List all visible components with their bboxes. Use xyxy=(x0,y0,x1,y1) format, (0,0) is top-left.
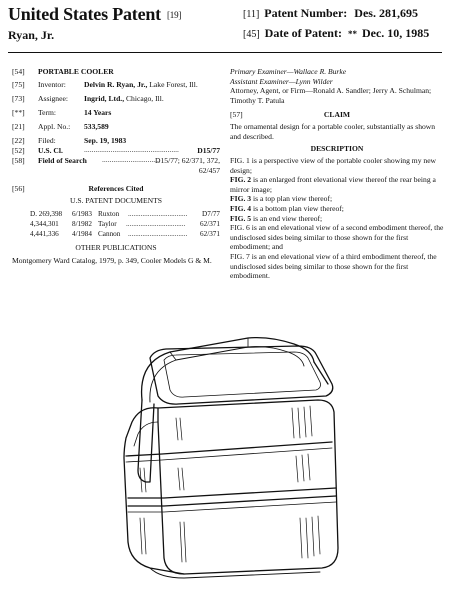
figure-description xyxy=(230,156,444,175)
patent-title xyxy=(8,4,181,25)
claim-text: The ornamental design for a portable cooler, substantially as shown and described. xyxy=(230,122,436,141)
field-code: [73] xyxy=(12,94,25,103)
description-title: DESCRIPTION xyxy=(310,144,364,153)
other-pubs-text: Montgomery Ward Catalog, 1979, p. 349, Cooler Models G & M. xyxy=(12,256,212,265)
ref-date: 8/1982 xyxy=(72,220,92,228)
patent-number-line xyxy=(243,6,418,21)
ref-class: 62/371 xyxy=(200,220,220,228)
title-code: [19] xyxy=(166,10,182,20)
field-label: Assignee: xyxy=(38,94,68,103)
field-value: D15/77; 62/371, 372, xyxy=(155,156,220,165)
field-code: [58] xyxy=(12,156,25,165)
claim-header xyxy=(230,110,444,120)
field-label: Filed: xyxy=(38,136,56,145)
field-value-bold: Ingrid, Ltd., xyxy=(84,94,125,103)
attorney: Attorney, Agent, or Firm—Ronald A. Sandler; Jerry A. Schulman; Timothy T. Patula xyxy=(230,86,432,105)
ref-class: 62/371 xyxy=(200,230,220,238)
ref-name: Cannon xyxy=(98,230,121,238)
figure-text: is an end elevational view of a second embodiment thereof, the undisclosed sides being similar to those shown for the first embodiment; and xyxy=(230,223,444,252)
ref-number: D. 269,398 xyxy=(30,210,63,218)
date-marker: ** xyxy=(347,29,357,39)
dot-leader: ................................. xyxy=(126,220,186,228)
figure-description xyxy=(230,223,444,252)
field-value-cont: 62/457 xyxy=(198,166,220,175)
figure-text: is a bottom plan view thereof; xyxy=(251,203,344,213)
design-title: PORTABLE COOLER xyxy=(38,67,114,76)
patent-number-label: Patent Number: xyxy=(264,6,348,20)
field-value xyxy=(84,80,220,90)
date-code: [45] xyxy=(243,29,260,40)
references-title: References Cited xyxy=(88,184,144,193)
patent-number-code: [11] xyxy=(243,9,260,20)
lower-band xyxy=(128,488,336,498)
date-line xyxy=(243,26,429,41)
ref-date: 6/1983 xyxy=(72,210,92,218)
field-label: U.S. Cl. xyxy=(38,146,63,155)
field-label: Inventor: xyxy=(38,80,66,89)
dot-leader: ................................. xyxy=(128,230,188,238)
figure-text: is an end elevational view of a third embodiment thereof, the undisclosed sides being similar to those shown for the first embodiment. xyxy=(230,251,437,281)
header-rule xyxy=(8,52,442,53)
ref-class: D7/77 xyxy=(202,210,220,218)
figure-text: is a perspective view of the portable cooler showing my new design; xyxy=(230,156,437,175)
figure-label: FIG. 7 xyxy=(230,251,250,261)
ref-number: 4,344,301 xyxy=(30,220,59,228)
field-code: [56] xyxy=(12,184,25,193)
field-value xyxy=(84,122,220,132)
patent-number: Des. 281,695 xyxy=(354,6,418,20)
field-value-rest: Lake Forest, Ill. xyxy=(147,80,198,89)
field-value-bold: 533,589 xyxy=(84,122,109,131)
figure-description xyxy=(230,204,444,214)
field-value xyxy=(84,108,220,118)
field-label: Field of Search xyxy=(38,156,87,165)
patent-title-text: United States Patent xyxy=(8,4,161,24)
patent-date: Dec. 10, 1985 xyxy=(361,26,430,40)
figure-label: FIG. 2 xyxy=(230,175,252,185)
figure-label: FIG. 4 xyxy=(230,203,252,213)
ref-number: 4,441,336 xyxy=(30,230,59,238)
figure-label: FIG. 3 xyxy=(230,194,252,204)
field-code: [22] xyxy=(12,136,25,145)
cooler-drawing xyxy=(80,322,380,592)
figure-text: is a top plan view thereof; xyxy=(251,194,333,204)
ref-date: 4/1984 xyxy=(72,230,92,238)
date-label: Date of Patent: xyxy=(264,26,342,40)
field-value-bold: Delvin R. Ryan, Jr., xyxy=(84,80,148,89)
other-pubs-title: OTHER PUBLICATIONS xyxy=(75,243,157,252)
body-side xyxy=(124,408,184,574)
field-code: [75] xyxy=(12,80,25,89)
description-block xyxy=(230,156,444,281)
figure-label: FIG. 6 xyxy=(230,223,250,233)
claim-title: CLAIM xyxy=(323,110,351,119)
field-code: [**] xyxy=(12,108,25,117)
figure-text: is an enlarged front elevational view thereof the rear being a mirror image; xyxy=(230,175,436,194)
field-label: Term: xyxy=(38,108,57,117)
field-code: [52] xyxy=(12,146,25,155)
figure-description xyxy=(230,194,444,204)
field-value-bold: Sep. 19, 1983 xyxy=(84,136,127,145)
field-value-rest: Chicago, Ill. xyxy=(124,94,164,103)
dot-leader: .............................. xyxy=(102,155,159,164)
primary-examiner: Primary Examiner—Wallace R. Burke xyxy=(230,67,347,76)
lid-top-inner xyxy=(164,352,321,397)
us-docs-title: U.S. PATENT DOCUMENTS xyxy=(70,196,162,205)
dot-leader: .................................................. xyxy=(84,145,179,154)
figure-description xyxy=(230,214,444,224)
field-value-bold: D15/77 xyxy=(197,146,220,155)
ref-name: Taylor xyxy=(98,220,117,228)
figure-description xyxy=(230,252,444,281)
claim-code: [57] xyxy=(230,110,243,119)
field-value xyxy=(84,94,220,104)
inventor-short: Ryan, Jr. xyxy=(8,28,55,42)
figure-text: is an end view thereof; xyxy=(251,213,323,223)
field-value-bold: 14 Years xyxy=(84,108,112,117)
examiners-block xyxy=(230,67,444,105)
assistant-examiner: Assistant Examiner—Lynn Wilder xyxy=(230,76,333,86)
field-code: [54] xyxy=(12,67,25,76)
field-label: Appl. No.: xyxy=(38,122,71,131)
ref-name: Ruxton xyxy=(98,210,120,218)
figure-description xyxy=(230,175,444,194)
figure-label: FIG. 1 xyxy=(230,156,250,165)
dot-leader: ................................. xyxy=(128,210,188,218)
lid-band xyxy=(126,442,332,456)
field-code: [21] xyxy=(12,122,25,131)
figure-label: FIG. 5 xyxy=(230,213,252,223)
